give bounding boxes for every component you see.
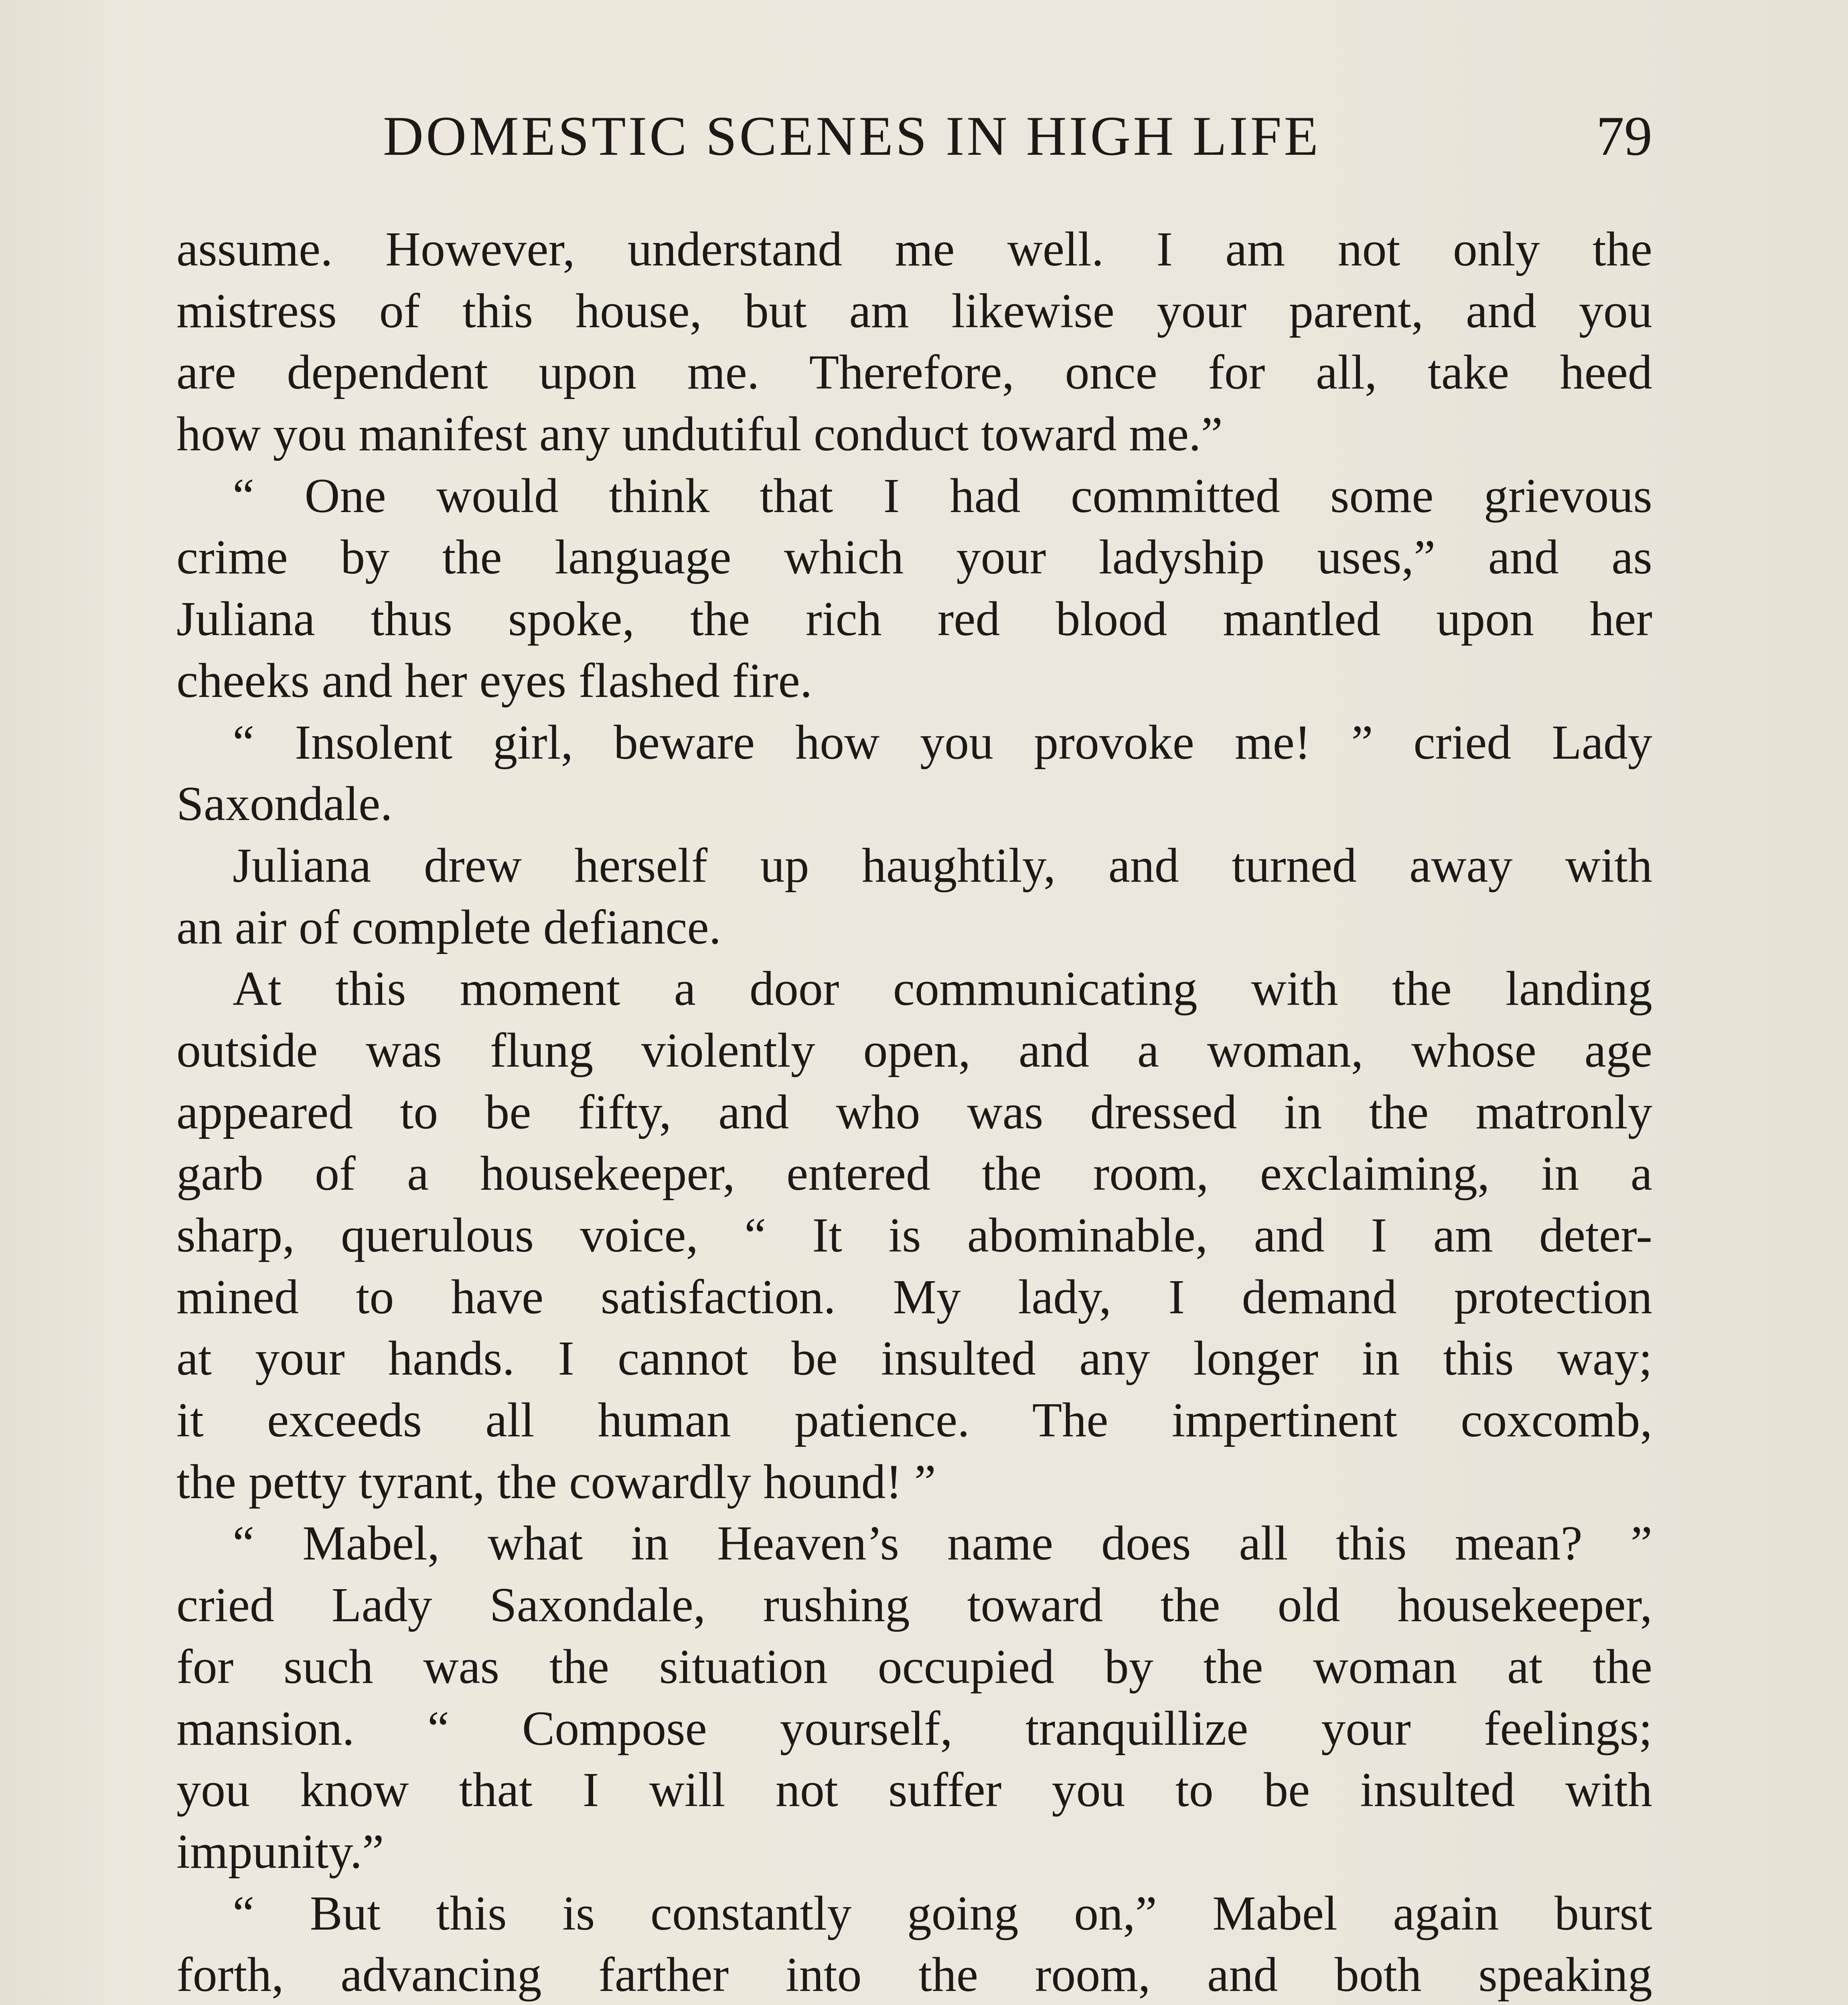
body-text — [176, 219, 1652, 2005]
text-line: an air of complete defiance. — [176, 900, 721, 954]
text-line: “ Mabel, what in Heaven’s name does all this mean? ” — [233, 1516, 1652, 1571]
text-line: mistress of this house, but am likewise your parent, and you — [176, 284, 1652, 338]
text-line: Saxondale. — [176, 777, 393, 831]
text-line: you know that I will not suffer you to be insulted with — [176, 1763, 1652, 1817]
text-line: forth, advancing farther into the room, and both speaking — [176, 1948, 1652, 2002]
text-line: mined to have satisfaction. My lady, I demand protection — [176, 1270, 1652, 1324]
text-line: at your hands. I cannot be insulted any longer in this way; — [176, 1331, 1652, 1386]
text-line: garb of a housekeeper, entered the room, exclaiming, in a — [176, 1146, 1652, 1201]
text-line: Juliana thus spoke, the rich red blood mantled upon her — [176, 592, 1652, 646]
page-number: 79 — [1596, 105, 1652, 167]
text-line: impunity.” — [176, 1824, 384, 1879]
text-line: At this moment a door communicating with the landing — [233, 962, 1652, 1016]
text-line: Juliana drew herself up haughtily, and turned away with — [233, 838, 1652, 893]
text-line: “ Insolent girl, beware how you provoke me! ” cried Lady — [233, 715, 1652, 770]
text-line: cried Lady Saxondale, rushing toward the old housekeeper, — [176, 1578, 1652, 1632]
text-line: the petty tyrant, the cowardly hound! ” — [176, 1454, 936, 1509]
text-line: sharp, querulous voice, “ It is abominable, and I am deter- — [176, 1208, 1652, 1262]
page-header — [176, 100, 1652, 172]
text-line: “ One would think that I had committed some grievous — [233, 468, 1652, 523]
text-line: outside was flung violently open, and a woman, whose age — [176, 1023, 1652, 1077]
text-line: “ But this is constantly going on,” Mabel again burst — [233, 1886, 1652, 1940]
text-line: it exceeds all human patience. The impertinent coxcomb, — [176, 1393, 1652, 1448]
text-line: crime by the language which your ladyship uses,” and as — [176, 530, 1652, 585]
text-line: are dependent upon me. Therefore, once for all, take heed — [176, 345, 1652, 400]
text-line: cheeks and her eyes flashed fire. — [176, 653, 813, 708]
running-head: DOMESTIC SCENES IN HIGH LIFE — [383, 105, 1321, 167]
text-line: for such was the situation occupied by the woman at the — [176, 1639, 1652, 1694]
text-line: mansion. “ Compose yourself, tranquillize your feelings; — [176, 1701, 1652, 1756]
text-line: assume. However, understand me well. I am not only the — [176, 222, 1652, 276]
text-line: appeared to be fifty, and who was dressed in the matronly — [176, 1085, 1652, 1139]
text-line: how you manifest any undutiful conduct toward me.” — [176, 407, 1223, 462]
